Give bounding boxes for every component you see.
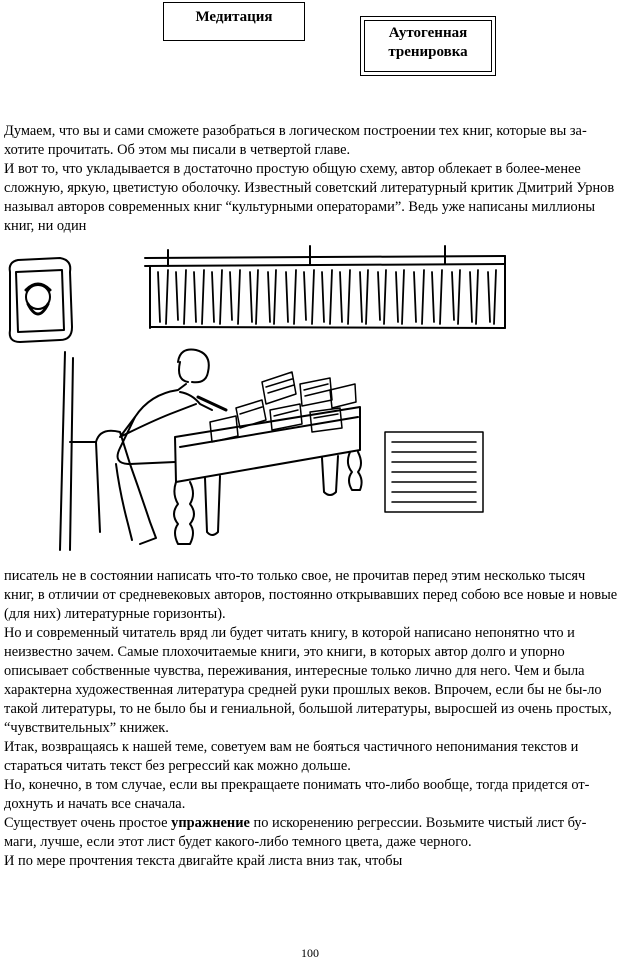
chair — [60, 352, 100, 550]
page-number: 100 — [301, 946, 319, 960]
paragraph: писатель не в состоянии написать что-то только свое, не прочитав перед этим несколько тысяч книг, в отличии от средневековых авторов, постоянно открывавших перед собою все новые и новые (для них) литературные горизонты). — [4, 568, 618, 622]
text-block-top — [4, 122, 618, 236]
writing-table — [174, 407, 362, 544]
exercise-term: упражнение — [171, 815, 250, 831]
paragraph: И вот то, что укладывается в достаточно простую общую схему, автор облекает в более-менее сложную, яркую, цветистую оболочку. Известный советский литературный критик Дмитрий Урнов называл авторов современных книг “культурными операторами”. Ведь уже написаны миллионы книг, ни один — [4, 161, 615, 234]
paragraph: Но, конечно, в том случае, если вы прекращаете понимать что-либо вообще, тогда придется от-дохнуть и начать все сначала. — [4, 777, 590, 812]
paragraph: Думаем, что вы и сами сможете разобраться в логическом построении тех книг, которые вы за-хотите прочитать. Об этом мы писали в четвертой главе. — [4, 123, 587, 158]
writer-illustration — [0, 232, 620, 562]
notice-sheet — [385, 432, 483, 512]
books-on-table — [210, 372, 356, 442]
meditation-box — [163, 2, 305, 41]
text-block-bottom — [4, 567, 618, 871]
paragraph: Итак, возвращаясь к нашей теме, советуем вам не бояться частичного непонимания текстов и стараться читать текст без регрессий как можно дольше. — [4, 739, 579, 774]
paragraph: И по мере прочтения текста двигайте край листа вниз так, чтобы — [4, 853, 403, 869]
paragraph: Но и современный читатель вряд ли будет читать книгу, в которой написано непонятно что и неизвестно зачем. Самые плохочитаемые книги, это книги, в которых автор долго и упорно описывает собственные чувства, переживания, интересные только лично для него. Чем и была характерна художественная литература средней руки прошлых веков. Впрочем, если бы не бы-ло такой литературы, то не было бы и гениальной, большой литературы, выросшей из очень простых, “чувствительных” книжек. — [4, 625, 612, 736]
bookshelf — [145, 246, 505, 328]
autogenic-training-label: Аутогенная тренировка — [388, 25, 468, 60]
autogenic-training-box — [360, 16, 496, 76]
portrait-frame — [10, 258, 72, 342]
meditation-label: Медитация — [195, 9, 273, 25]
paragraph: Существует очень простое упражнение по искоренению регрессии. Возьмите чистый лист бу-маги, лучше, если этот лист будет какого-либо темного цвета, даже черного. — [4, 815, 587, 850]
